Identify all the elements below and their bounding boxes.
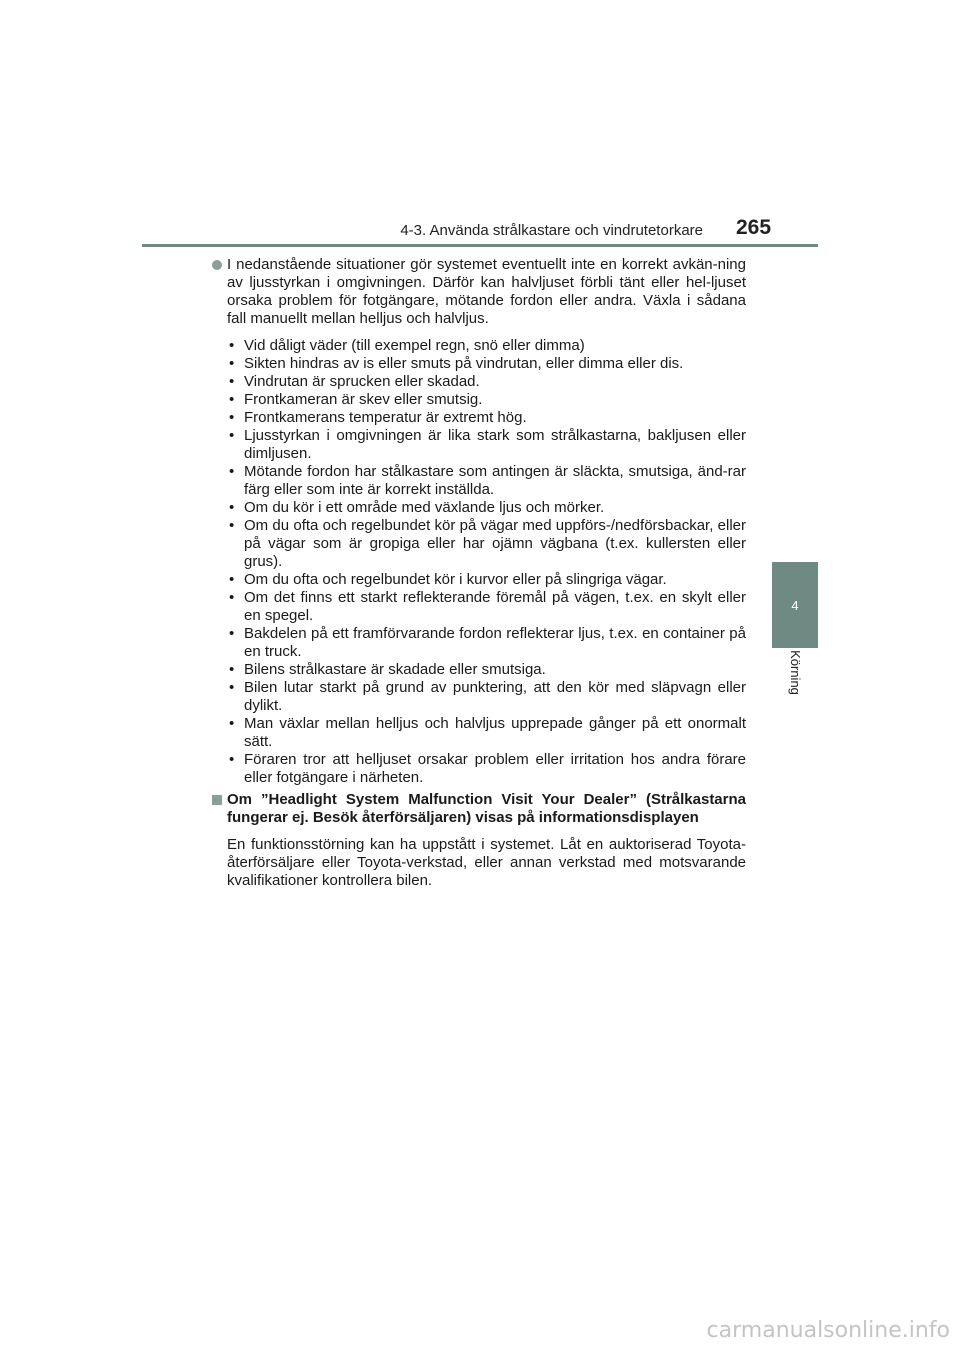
list-item — [227, 715, 746, 751]
list-item — [227, 499, 746, 517]
list-item — [227, 409, 746, 427]
list-item-text: Om du kör i ett område med växlande ljus och mörker. — [244, 499, 605, 516]
section-heading-text: Om ”Headlight System Malfunction Visit Your Dealer” (Strålkastarna fungerar ej. Besök återförsäljaren) visas på informationsdisplayen — [227, 791, 746, 826]
list-item — [227, 571, 746, 589]
list-item-text: Om du ofta och regelbundet kör i kurvor eller på slingriga vägar. — [244, 571, 667, 588]
bullet-dot-icon: • — [229, 751, 235, 768]
list-item-text: Vid dåligt väder (till exempel regn, snö eller dimma) — [244, 337, 585, 354]
bullet-dot-icon: • — [229, 427, 235, 444]
section-heading — [212, 791, 746, 827]
list-item — [227, 373, 746, 391]
list-item — [227, 625, 746, 661]
bullet-dot-icon: • — [229, 463, 235, 480]
list-item — [227, 517, 746, 571]
list-item — [227, 589, 746, 625]
circle-bullet-icon — [212, 260, 222, 270]
chapter-tab-number: 4 — [791, 597, 799, 613]
header-divider — [142, 244, 818, 247]
bullet-dot-icon: • — [229, 409, 235, 426]
list-item-text: Sikten hindras av is eller smuts på vindrutan, eller dimma eller dis. — [244, 355, 684, 372]
list-item — [227, 679, 746, 715]
list-item-text: Bilen lutar starkt på grund av punktering, att den kör med släpvagn eller dylikt. — [244, 679, 746, 714]
intro-text: I nedanstående situationer gör systemet eventuellt inte en korrekt avkän-ning av ljusstyrkan i omgivningen. Därför kan halvljuset förbli tänt eller hel-ljuset orsaka problem för fotgängare, mötande fordon eller andra. Växla i sådana fall manuellt mellan helljus och halvljus. — [227, 256, 746, 327]
bullet-dot-icon: • — [229, 589, 235, 606]
bullet-dot-icon: • — [229, 355, 235, 372]
chapter-tab-label — [770, 632, 820, 712]
condition-list — [212, 337, 746, 787]
bullet-dot-icon: • — [229, 625, 235, 642]
list-item-text: Frontkameran är skev eller smutsig. — [244, 391, 483, 408]
bullet-dot-icon: • — [229, 337, 235, 354]
bullet-dot-icon: • — [229, 571, 235, 588]
intro-paragraph — [212, 256, 746, 328]
watermark: carmanualsonline.info — [706, 1318, 950, 1343]
header-section-title: 4-3. Använda strålkastare och vindrutetorkare — [400, 222, 703, 239]
bullet-dot-icon: • — [229, 517, 235, 534]
bullet-dot-icon: • — [229, 499, 235, 516]
list-item-text: Man växlar mellan helljus och halvljus upprepade gånger på ett onormalt sätt. — [244, 715, 746, 750]
page-content — [212, 256, 746, 890]
list-item — [227, 751, 746, 787]
list-item — [227, 337, 746, 355]
bullet-dot-icon: • — [229, 715, 235, 732]
list-item — [227, 355, 746, 373]
bullet-dot-icon: • — [229, 391, 235, 408]
section-body: En funktionsstörning kan ha uppstått i systemet. Låt en auktoriserad Toyota-återförsäljare eller Toyota-verkstad, eller annan verkstad med motsvarande kvalifikationer kontrollera bilen. — [227, 836, 746, 889]
square-bullet-icon — [212, 795, 222, 805]
bullet-dot-icon: • — [229, 679, 235, 696]
list-item-text: Föraren tror att helljuset orsakar problem eller irritation hos andra förare eller fotgängare i närheten. — [244, 751, 746, 786]
list-item-text: Vindrutan är sprucken eller skadad. — [244, 373, 480, 390]
chapter-label-text: Körning — [787, 649, 803, 695]
list-item-text: Bilens strålkastare är skadade eller smutsiga. — [244, 661, 546, 678]
list-item — [227, 391, 746, 409]
list-item-text: Om det finns ett starkt reflekterande föremål på vägen, t.ex. en skylt eller en spegel. — [244, 589, 746, 624]
list-item-text: Frontkamerans temperatur är extremt hög. — [244, 409, 527, 426]
list-item-text: Bakdelen på ett framförvarande fordon reflekterar ljus, t.ex. en container på en truck. — [244, 625, 746, 660]
list-item-text: Ljusstyrkan i omgivningen är lika stark som strålkastarna, bakljusen eller dimljusen. — [244, 427, 746, 462]
page-number: 265 — [736, 216, 772, 239]
list-item-text: Om du ofta och regelbundet kör på vägar med uppförs-/nedförsbackar, eller på vägar som är gropiga eller har ojämn vägbana (t.ex. kullersten eller grus). — [244, 517, 746, 570]
list-item — [227, 661, 746, 679]
bullet-dot-icon: • — [229, 373, 235, 390]
list-item — [227, 427, 746, 463]
bullet-dot-icon: • — [229, 661, 235, 678]
list-item — [227, 463, 746, 499]
list-item-text: Mötande fordon har stålkastare som antingen är släckta, smutsiga, änd-rar färg eller som inte är korrekt inställda. — [244, 463, 746, 498]
